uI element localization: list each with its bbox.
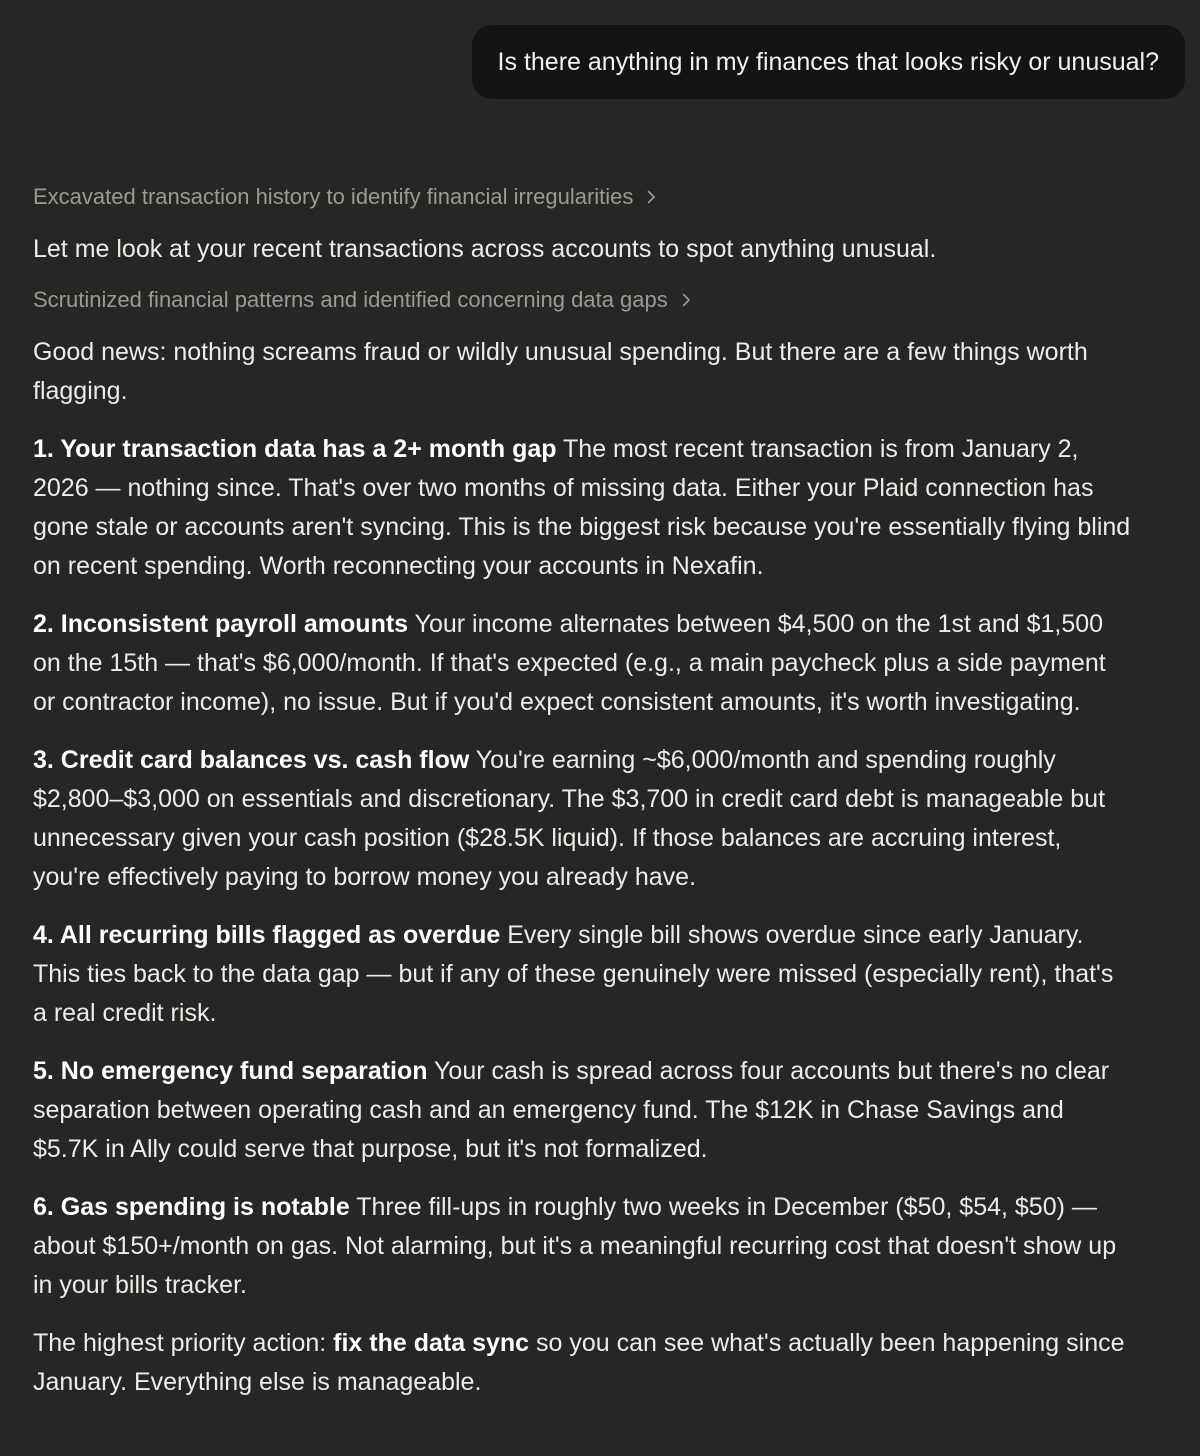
risk-item bbox=[33, 916, 1133, 1033]
risk-item bbox=[33, 430, 1133, 586]
risk-item bbox=[33, 1188, 1133, 1305]
user-message-text: Is there anything in my finances that looks risky or unusual? bbox=[497, 47, 1159, 76]
closing-suffix: so you can see what's actually been happening since January. Everything else is manageable. bbox=[33, 1329, 1125, 1396]
intro-text: Let me look at your recent transactions across accounts to spot anything unusual. bbox=[33, 235, 937, 263]
risk-item-body: You're earning ~$6,000/month and spending roughly $2,800–$3,000 on essentials and discretionary. The $3,700 in credit card debt is manageable but unnecessary given your cash position ($28.5K liquid). If those balances are accruing interest, you're effectively paying to borrow money you already have. bbox=[33, 746, 1106, 891]
closing-highlight: fix the data sync bbox=[333, 1329, 530, 1357]
risk-item-body: Three fill-ups in roughly two weeks in December ($50, $54, $50) — about $150+/month on gas. Not alarming, but it's a meaningful recurring cost that doesn't show up in your bills tracker. bbox=[33, 1193, 1117, 1299]
assistant-response bbox=[33, 178, 1133, 1402]
closing-text bbox=[33, 1324, 1133, 1402]
summary-text: Good news: nothing screams fraud or wildly unusual spending. But there are a few things worth flagging. bbox=[33, 338, 1088, 405]
user-message-bubble bbox=[472, 25, 1185, 99]
thinking-summary-1[interactable] bbox=[33, 178, 1133, 216]
risk-item-body: Your income alternates between $4,500 on the 1st and $1,500 on the 15th — that's $6,000/month. If that's expected (e.g., a main paycheck plus a side payment or contractor income), no issue. But if you'd expect consistent amounts, it's worth investigating. bbox=[33, 610, 1106, 716]
risk-item-title: 4. All recurring bills flagged as overdue bbox=[33, 921, 501, 949]
risk-item-title: 5. No emergency fund separation bbox=[33, 1057, 428, 1085]
risk-item bbox=[33, 1052, 1133, 1169]
risk-item-title: 2. Inconsistent payroll amounts bbox=[33, 610, 409, 638]
risk-item bbox=[33, 741, 1133, 897]
risk-item-title: 6. Gas spending is notable bbox=[33, 1193, 350, 1221]
chevron-right-icon bbox=[643, 189, 659, 205]
thinking-summary-2[interactable] bbox=[33, 281, 1133, 319]
risk-item-body: Every single bill shows overdue since early January. This ties back to the data gap — but if any of these genuinely were missed (especially rent), that's a real credit risk. bbox=[33, 921, 1114, 1027]
risk-item-title: 1. Your transaction data has a 2+ month gap bbox=[33, 435, 557, 463]
thinking-summary-2-text: Scrutinized financial patterns and identified concerning data gaps bbox=[33, 287, 668, 312]
thinking-summary-1-text: Excavated transaction history to identify financial irregularities bbox=[33, 184, 634, 209]
risk-item bbox=[33, 605, 1133, 722]
chevron-right-icon bbox=[678, 292, 694, 308]
risk-item-body: The most recent transaction is from January 2, 2026 — nothing since. That's over two months of missing data. Either your Plaid connection has gone stale or accounts aren't syncing. This is the biggest risk because you're essentially flying blind on recent spending. Worth reconnecting your accounts in Nexafin. bbox=[33, 435, 1131, 580]
risk-item-body: Your cash is spread across four accounts but there's no clear separation between operating cash and an emergency fund. The $12K in Chase Savings and $5.7K in Ally could serve that purpose, but it's not formalized. bbox=[33, 1057, 1110, 1163]
closing-prefix: The highest priority action: bbox=[33, 1329, 327, 1357]
risk-item-title: 3. Credit card balances vs. cash flow bbox=[33, 746, 470, 774]
